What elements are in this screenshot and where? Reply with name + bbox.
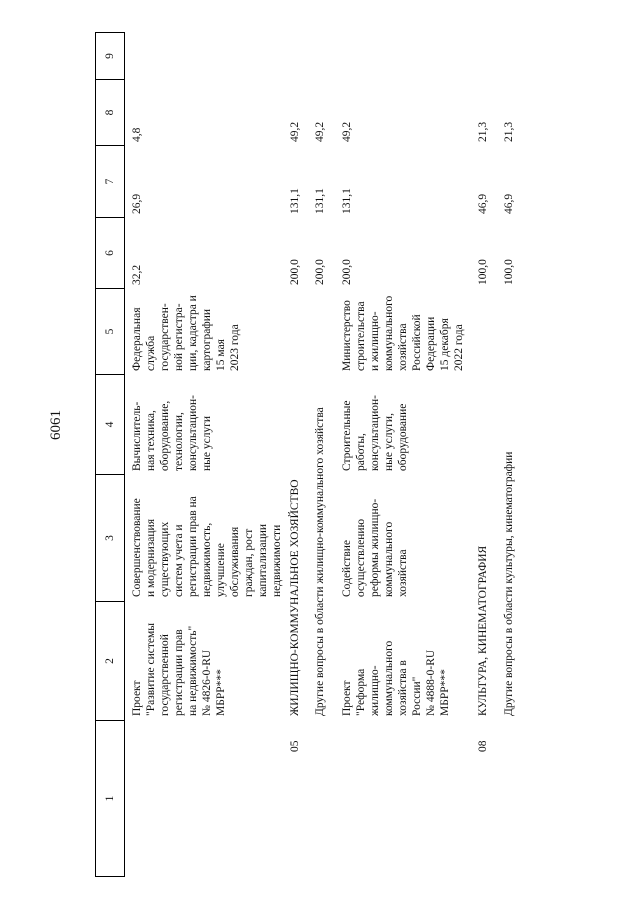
section-title: ЖИЛИЩНО-КОММУНАЛЬНОЕ ХОЗЯЙСТВО — [289, 479, 301, 716]
header-col-1: 1 — [96, 720, 125, 877]
value-col-7: 46,9 — [477, 193, 489, 214]
subsection-title: Другие вопросы в области жилищно-коммунального хозяйства — [314, 407, 326, 716]
header-col-6: 6 — [96, 217, 125, 288]
project-goal-cell: Содействие осуществлению реформы жилищно- коммунального хозяйства — [341, 498, 409, 597]
value-col-7: 26,9 — [131, 193, 143, 214]
value-col-8: 49,2 — [314, 121, 326, 142]
value-col-6: 32,2 — [131, 264, 143, 285]
budget-table — [95, 32, 582, 877]
project-executor-cell: Министерство строительства и жилищно- коммунального хозяйства Российской Федерации 15 декабря 2022 года — [341, 295, 465, 371]
project-object-cell: Строительные работы, консультацион- ные услуги, оборудование — [341, 395, 409, 471]
subsection-title: Другие вопросы в области культуры, кинематографии — [503, 451, 515, 716]
header-col-5: 5 — [96, 288, 125, 374]
value-col-8: 21,3 — [503, 121, 515, 142]
section-title: КУЛЬТУРА, КИНЕМАТОГРАФИЯ — [477, 545, 489, 716]
page-number: 6061 — [48, 410, 64, 440]
project-goal-cell: Совершенствование и модернизация существующих систем учета и регистрации прав на недвижимость, улучшение обслуживания граждан, рост капитализации недвижимости — [131, 496, 283, 597]
project-executor-cell: Федеральная служба государствен- ной регистра- ции, кадастра и картографии 15 мая 2023 года — [131, 295, 241, 371]
project-object-cell: Вычислитель- ная техника, оборудование, технологии, консультацион- ные услуги — [131, 395, 213, 471]
value-col-6: 100,0 — [503, 259, 515, 285]
value-col-6: 100,0 — [477, 259, 489, 285]
value-col-7: 46,9 — [503, 193, 515, 214]
value-col-6: 200,0 — [289, 259, 301, 285]
value-col-8: 4,8 — [131, 127, 143, 142]
header-col-9: 9 — [96, 32, 125, 79]
value-col-7: 131,1 — [289, 188, 301, 214]
value-col-6: 200,0 — [341, 259, 353, 285]
value-col-6: 200,0 — [314, 259, 326, 285]
value-col-8: 21,3 — [477, 121, 489, 142]
value-col-8: 49,2 — [289, 121, 301, 142]
header-col-3: 3 — [96, 474, 125, 601]
header-col-7: 7 — [96, 145, 125, 217]
section-code: 05 — [289, 740, 301, 752]
project-name-cell: Проект "Реформа жилищно- коммунального хозяйства в России" № 4888-0-RU МБРР*** — [341, 640, 451, 716]
header-col-4: 4 — [96, 374, 125, 474]
section-code: 08 — [477, 740, 489, 752]
header-col-2: 2 — [96, 601, 125, 720]
header-col-8: 8 — [96, 79, 125, 145]
project-name-cell: Проект "Развитие системы государственной регистрации прав на недвижимость" № 4826-0-RU МБРР*** — [131, 623, 227, 716]
value-col-7: 131,1 — [314, 188, 326, 214]
table-header-row — [95, 32, 125, 877]
value-col-7: 131,1 — [341, 188, 353, 214]
value-col-8: 49,2 — [341, 121, 353, 142]
